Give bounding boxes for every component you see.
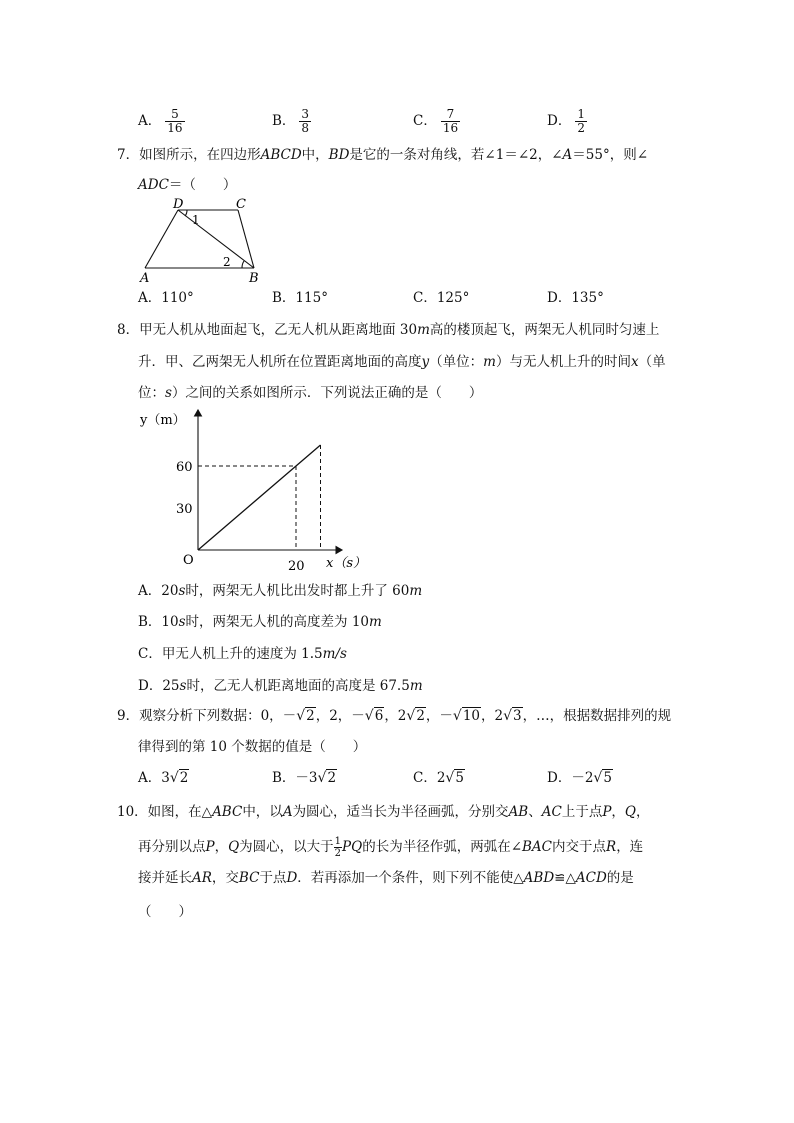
q8-y-axis-label: y（m） [140,413,186,428]
q7-angle2-label: 2 [223,255,231,269]
q8-option-c: C．甲无人机上升的速度为 1.5m/s [138,646,347,662]
q7-option-d: D．135° [547,290,604,306]
q7-angle2-arc [242,261,244,268]
q9-option-a: A．3√2 [138,770,189,786]
q10-stem-line2: 再分别以点P，Q为圆心，以大于 $\frac{1}{2}$ PQ的长为半径作弧，两弧在∠BAC内交于点R，连 [138,836,644,859]
q7-angle1-label: 1 [192,213,200,227]
q10-stem-line3: 接并延长AR，交BC于点D．若再添加一个条件，则下列不能使△ABD≌△ACD的是 [138,870,634,886]
q7-diagonal-bd [178,210,254,268]
q7-label-b: B [249,271,259,286]
q7-side-ad [145,210,178,268]
q8-option-d: D．25s时，乙无人机距离地面的高度是 67.5m [138,678,423,694]
q10-stem-line1: 10．如图，在△ABC中，以A为圆心，适当长为半径画弧，分别交AB、AC上于点P，Q， [117,804,650,820]
q9-option-c: C．2√5 [413,770,464,786]
q8-stem-line1: 8．甲无人机从地面起飞，乙无人机从距离地面 30m高的楼顶起飞，两架无人机同时匀速上 [117,322,660,338]
q9-stem-line2: 律得到的第 10 个数据的值是（ ） [138,739,367,755]
q8-stem-line3: 位：s）之间的关系如图所示．下列说法正确的是（ ） [138,385,483,401]
q6-option-c: C． $\frac{7}{16}$ [413,107,459,135]
q8-x-axis-label: x（s） [326,556,367,571]
q6-option-a: A． $\frac{5}{16}$ [138,107,183,135]
q8-y-tick-label: 60 [176,460,193,475]
q7-option-c: C．125° [413,290,470,306]
q10-stem-line4: （ ） [138,904,192,920]
q7-side-bc [238,210,254,268]
q6-option-b: B． $\frac{3}{8}$ [272,107,310,135]
one-half-fraction: $\frac{1}{2}$ [334,836,342,859]
q7-option-a: A．110° [138,290,194,306]
q8-origin-label: O [183,553,194,568]
q9-option-d: D．－2√5 [547,770,612,786]
sqrt-6: √6 [364,708,384,724]
q7-angle1-arc [185,210,187,216]
q8-option-a: A．20s时，两架无人机比出发时都上升了 60m [138,583,423,599]
q7-quadrilateral-figure [135,196,275,288]
q7-stem-line2: ADC＝（ ） [138,177,237,193]
q7-label-c: C [236,197,246,212]
q6-option-d: D． $\frac{1}{2}$ [547,107,585,135]
q7-label-d: D [173,197,184,212]
q7-option-b: B．115° [272,290,328,306]
q8-x-tick-label: 20 [288,559,305,574]
q8-series-line [198,445,321,550]
sqrt-3: √3 [503,708,522,724]
sqrt-2: √2 [296,708,315,724]
q7-stem-line1: 7．如图所示，在四边形ABCD中，BD是它的一条对角线，若∠1＝∠2，∠A＝55°，则∠ [117,147,649,163]
q8-y-tick-label: 30 [176,502,193,517]
q8-line-chart [130,404,370,574]
q7-label-a: A [140,271,150,286]
sqrt-2b: √2 [406,708,425,724]
q8-option-b: B．10s时，两架无人机的高度差为 10m [138,614,382,630]
sqrt-10: √10 [452,708,481,724]
q9-option-b: B．－3√2 [272,770,337,786]
q8-stem-line2: 升．甲、乙两架无人机所在位置距离地面的高度y（单位：m）与无人机上升的时间x（单 [138,354,666,370]
q9-stem-line1: 9．观察分析下列数据：0，－√2，2，－√6，2√2，－√10，2√3，…，根据数据排列的规 [117,708,672,724]
